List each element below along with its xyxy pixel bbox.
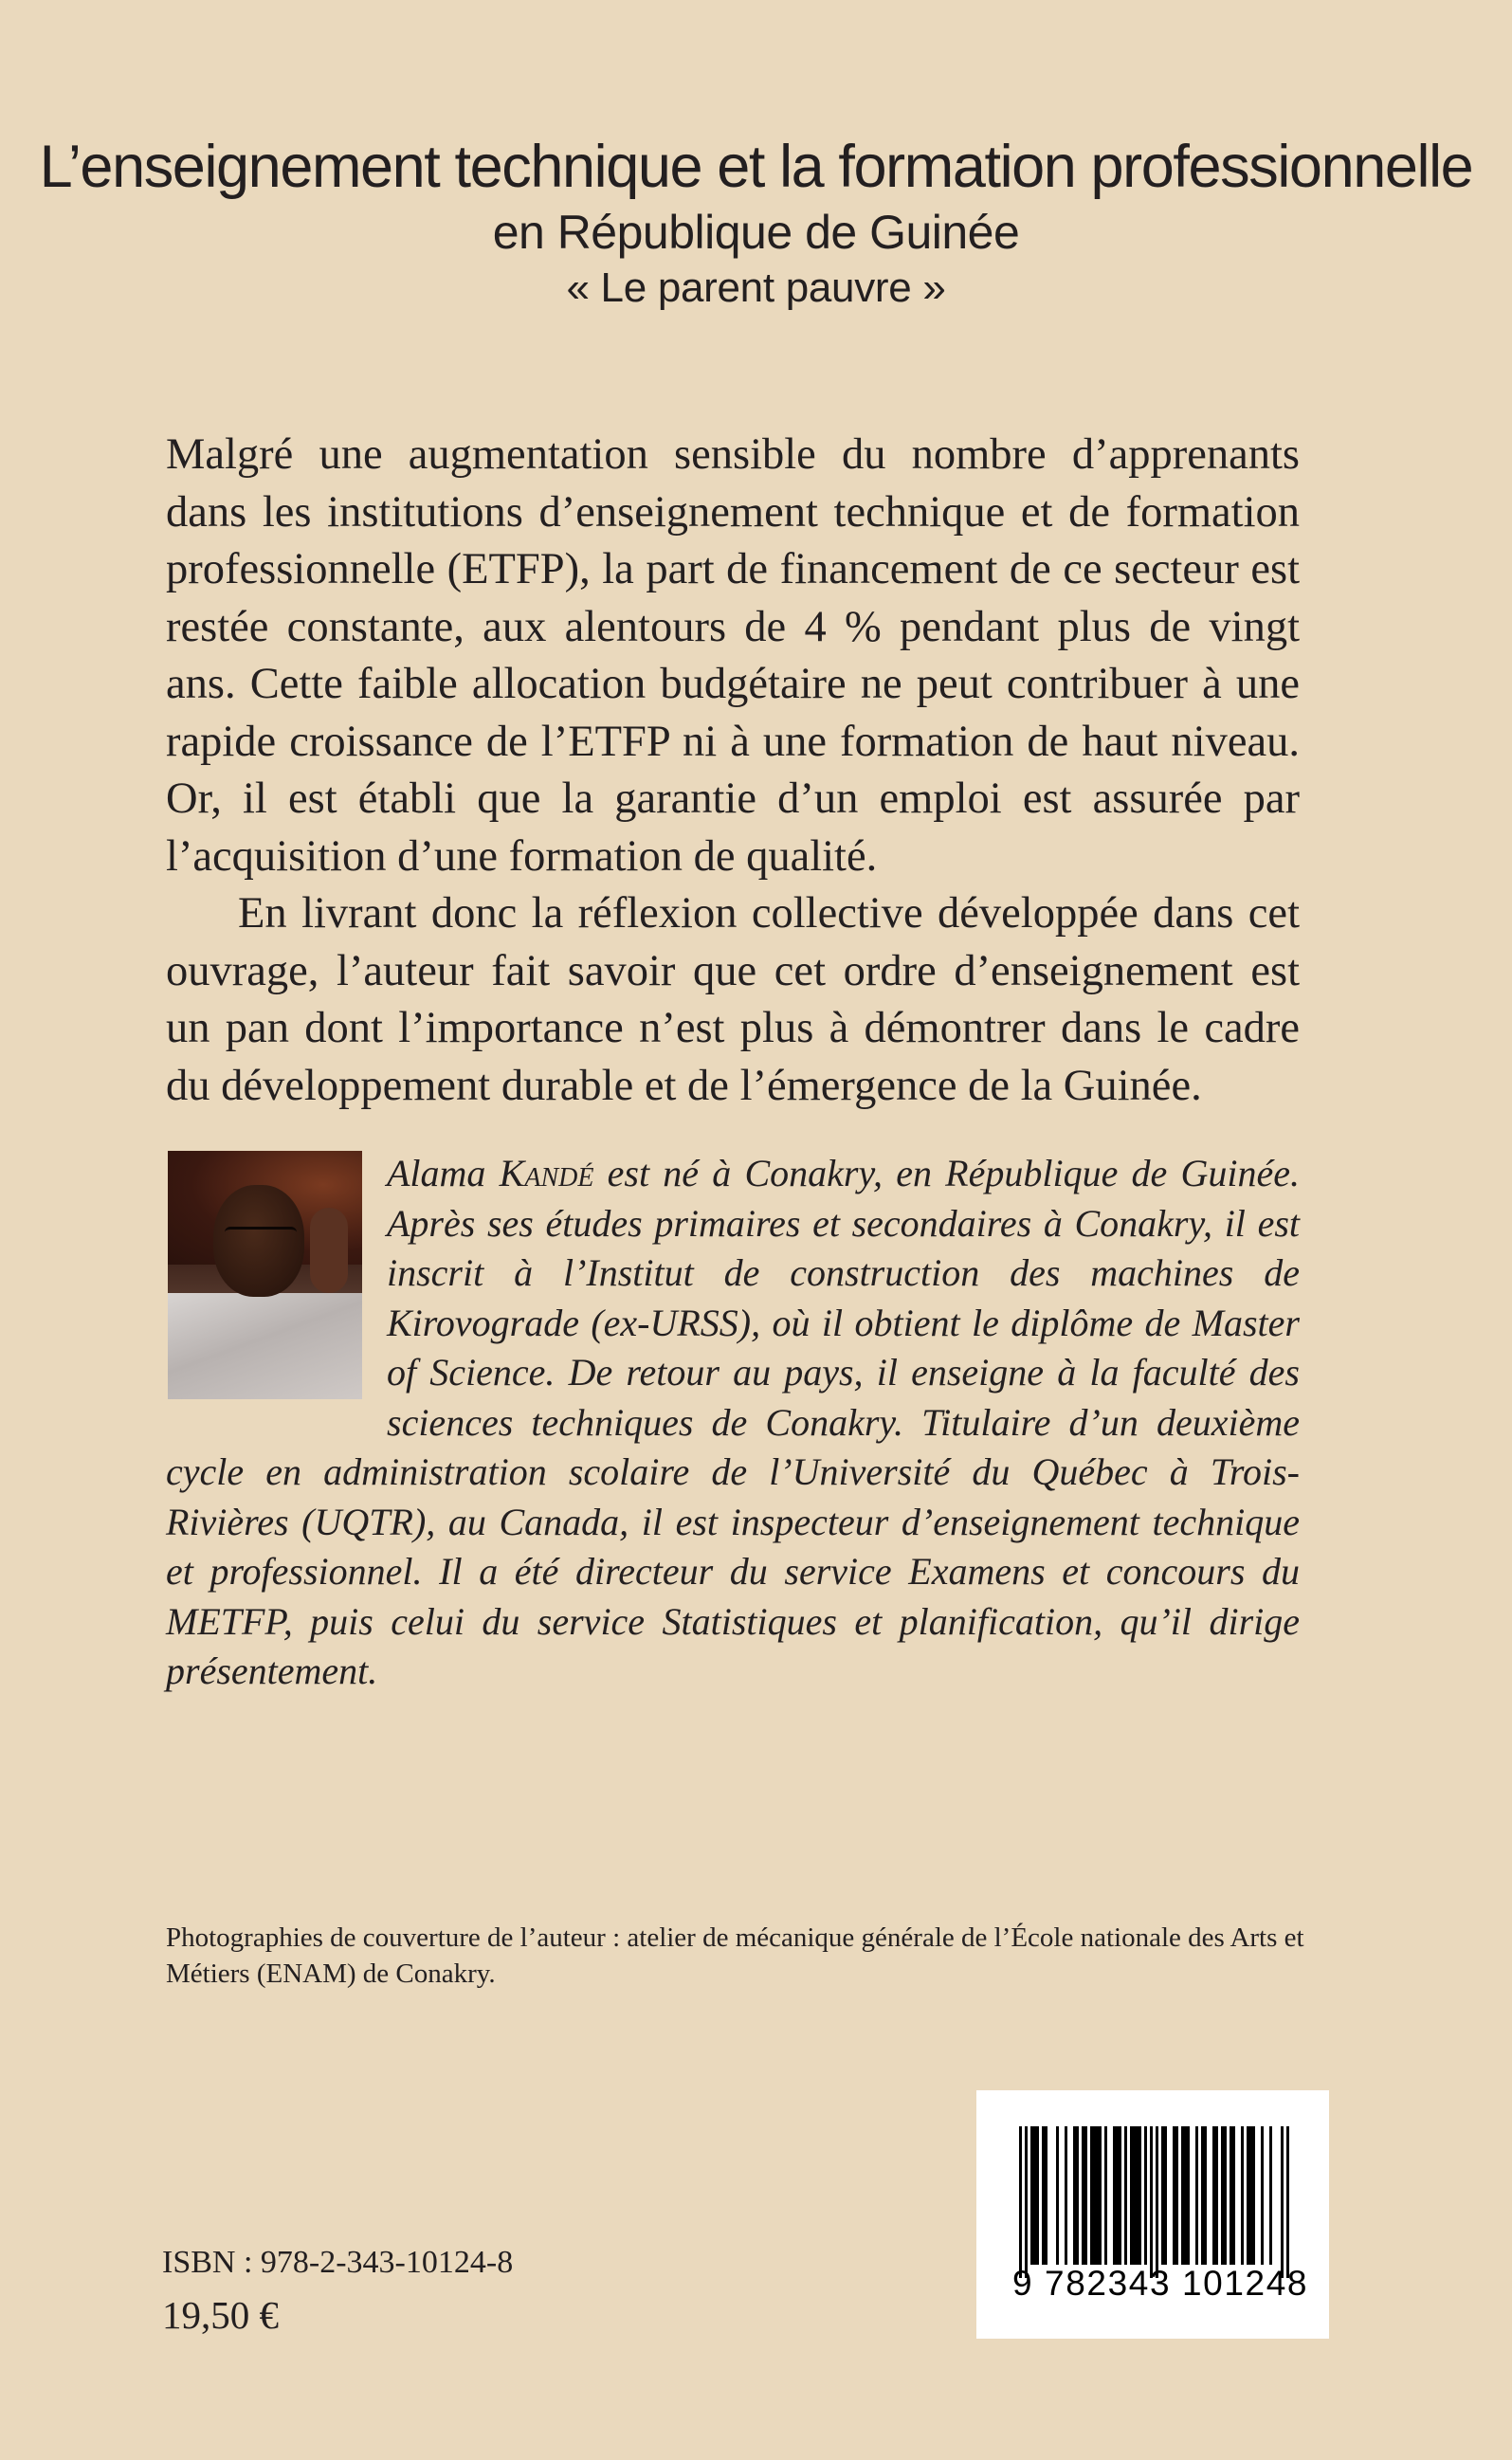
barcode-bar (1130, 2126, 1133, 2265)
barcode-bar (1093, 2126, 1096, 2265)
barcode-bar (1249, 2126, 1252, 2265)
barcode-bar (1261, 2126, 1264, 2265)
book-summary (166, 427, 1300, 1115)
barcode-bar (1281, 2126, 1284, 2278)
barcode-bar (1144, 2126, 1147, 2265)
barcode-bar (1184, 2126, 1187, 2265)
barcode-bar (1241, 2126, 1244, 2265)
barcode-bar (1136, 2126, 1139, 2265)
barcode-bar (1224, 2126, 1227, 2265)
barcode-digits: 9 782343 101248 (1012, 2264, 1309, 2303)
barcode-bar (1082, 2126, 1084, 2265)
isbn: ISBN : 978-2-343-10124-8 (162, 2245, 514, 2280)
barcode-bar (1212, 2126, 1215, 2265)
barcode-bar (1232, 2126, 1235, 2265)
barcode-bar (1084, 2126, 1087, 2265)
barcode-bar (1269, 2126, 1272, 2265)
book-title-line2: en République de Guinée (492, 206, 1020, 259)
barcode-bar (1096, 2126, 1099, 2265)
barcode-bar (1090, 2126, 1093, 2265)
author-photo (168, 1151, 362, 1399)
barcode-bar (1124, 2126, 1127, 2265)
price: 19,50 € (162, 2293, 279, 2337)
barcode-bar (1286, 2126, 1289, 2278)
barcode-bar (1133, 2126, 1136, 2265)
barcode-bar (1099, 2126, 1102, 2265)
barcode-bar (1150, 2126, 1153, 2278)
barcode-bar (1030, 2126, 1033, 2265)
barcode-bar (1104, 2126, 1107, 2265)
barcode-bar (1221, 2126, 1224, 2265)
barcode-bar (1175, 2126, 1178, 2265)
barcode-bar (1204, 2126, 1207, 2265)
barcode-bar (1187, 2126, 1190, 2265)
barcode-bar (1230, 2126, 1232, 2265)
barcode-bar (1073, 2126, 1076, 2265)
barcode-bar (1042, 2126, 1045, 2265)
book-title: L’enseignement technique et la formation professionnelle (39, 134, 1473, 200)
barcode-bar (1215, 2126, 1218, 2265)
summary-paragraph-2: En livrant donc la réflexion collective développée dans cet ouvrage, l’auteur fait savoir que cet ordre d’enseignement est un pan dont l’importance n’est plus à démontrer dans le cadre du développement durable et de l’émergence de la Guinée. (166, 889, 1300, 1110)
barcode-bar (1036, 2126, 1039, 2265)
summary-paragraph-1: Malgré une augmentation sensible du nombre d’apprenants dans les institutions d’enseignement technique et de formation professionnelle (ETFP), la part de financement de ce secteur est restée constante, aux alentours de 4 % pendant plus de vingt ans. Cette faible allocation budgétaire ne peut contribuer à une rapide croissance de l’ETFP ni à une formation de haut niveau. Or, il est établi que la garantie d’un emploi est assurée par l’acquisition d’une formation de qualité. (166, 430, 1300, 881)
barcode-bar (1045, 2126, 1047, 2265)
photo-credits: Photographies de couverture de l’auteur : atelier de mécanique générale de l’École nationale des Arts et Métiers (ENAM) de Conakry. (166, 1922, 1304, 1989)
barcode (976, 2090, 1329, 2339)
author-first-name: Alama (387, 1152, 486, 1194)
barcode-bar (1164, 2126, 1167, 2265)
barcode-bar (1195, 2126, 1198, 2265)
barcode-bar (1139, 2126, 1141, 2265)
barcode-bar (1156, 2126, 1158, 2278)
barcode-bar (1056, 2126, 1059, 2265)
barcode-bar (1161, 2126, 1164, 2265)
barcode-bar (1113, 2126, 1116, 2265)
barcode-bar (1065, 2126, 1067, 2265)
barcode-bar (1247, 2126, 1249, 2265)
barcode-bar (1076, 2126, 1079, 2265)
barcode-bar (1033, 2126, 1036, 2265)
author-bio-text: est né à Conakry, en République de Guinée. Après ses études primaires et secondaires à Conakry, il est inscrit à l’Institut de construction des machines de Kirovograde (ex-URSS), où il obtient le diplôme de Master of Science. De retour au pays, il enseigne à la faculté des sciences techniques de Conakry. Titulaire d’un deuxième cycle en administration scolaire de l’Université du Québec à Trois-Rivières (UQTR), au Canada, il est inspecteur d’enseignement technique et professionnel. Il a été directeur du service Examens et concours du METFP, puis celui du service Statistiques et planification, qu’il dirige présentement. (166, 1152, 1301, 1692)
barcode-bar (1116, 2126, 1119, 2265)
title-block (0, 131, 1512, 315)
author-last-name: Kandé (499, 1152, 594, 1194)
barcode-bar (1119, 2126, 1121, 2265)
book-subtitle: « Le parent pauvre » (566, 264, 946, 311)
barcode-bar (1019, 2126, 1022, 2278)
barcode-bar (1181, 2126, 1184, 2265)
barcode-bar (1252, 2126, 1255, 2265)
barcode-bar (1025, 2126, 1028, 2278)
barcode-bar (1173, 2126, 1175, 2265)
barcode-bar (1201, 2126, 1204, 2265)
author-bio (166, 1149, 1300, 1697)
